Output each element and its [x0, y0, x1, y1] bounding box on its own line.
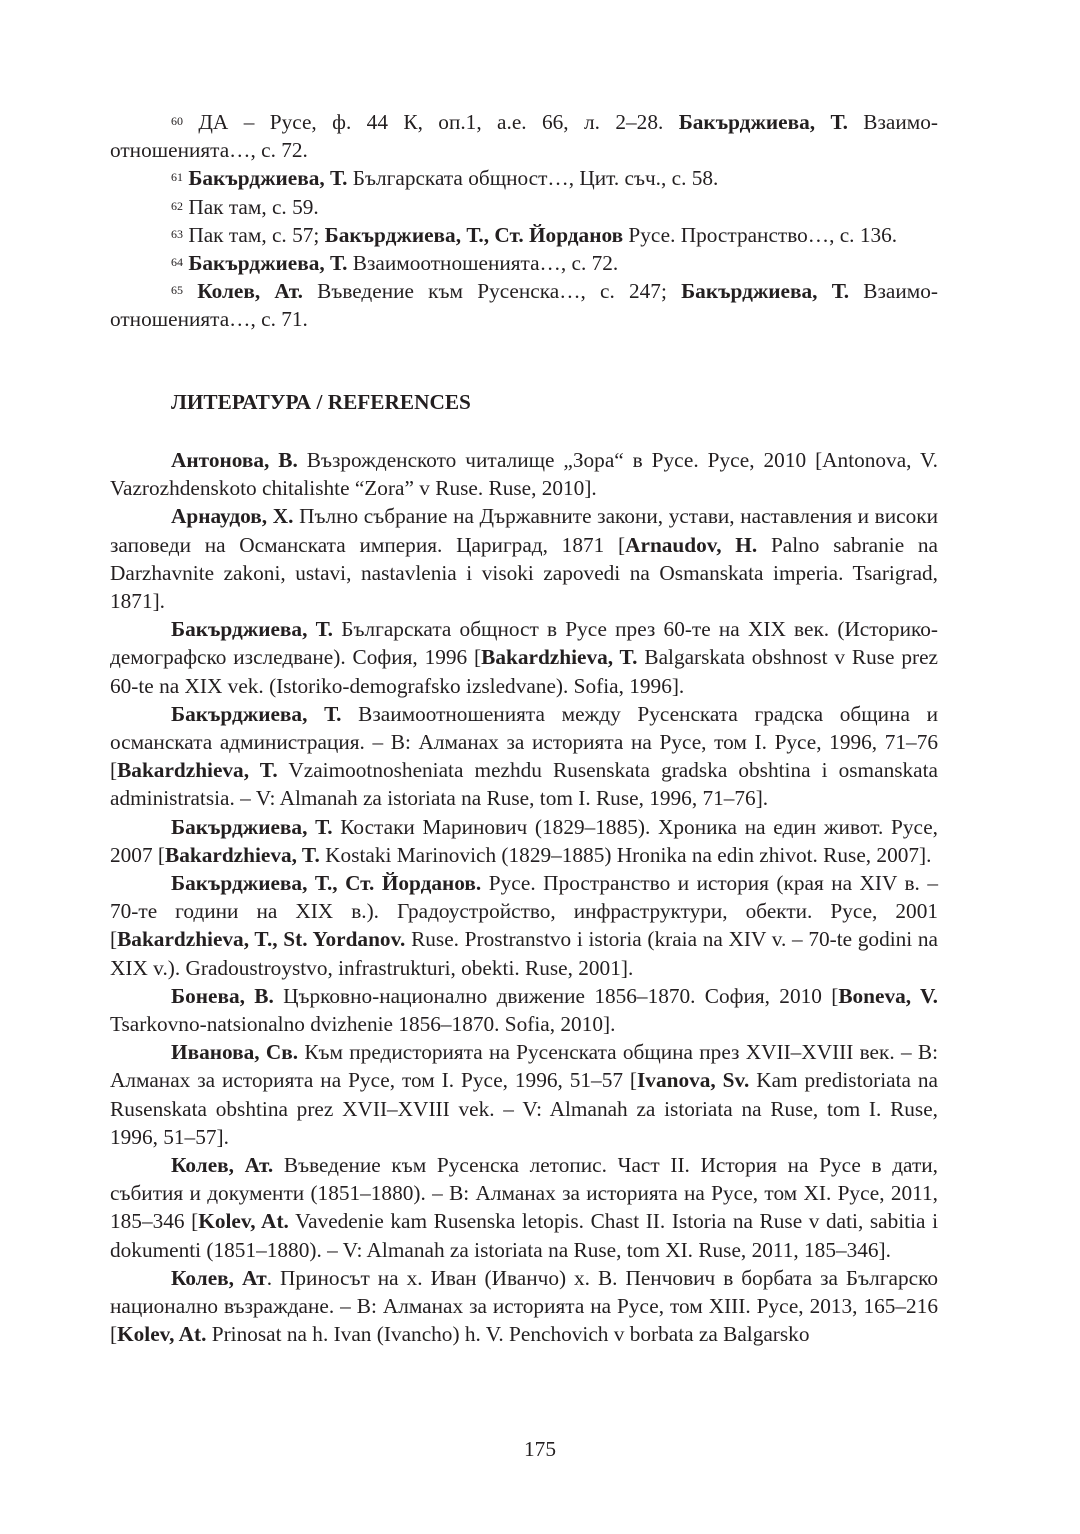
author-name: Колев, Ат. — [171, 1153, 274, 1178]
text-run: Пак там, с. 57; — [188, 222, 325, 247]
reference-entry — [110, 700, 938, 813]
author-name: Бонева, В. — [171, 983, 274, 1008]
footnote — [110, 221, 938, 249]
author-name: Бакърджиева, Т. — [171, 701, 342, 726]
text-run: ДА – Русе, ф. 44 К, оп.1, а.е. 66, л. 2–28. — [198, 110, 679, 134]
text-run: Balgarskata obshnost v Ruse prez 60-te na XIX vek. (Istoriko-demografsko izsledvane). Sofia, 1996]. — [110, 645, 938, 698]
text-run: Българската общност…, Цит. съч., с. 58. — [347, 166, 719, 191]
author-name: Бакърджиева, Т. — [188, 251, 348, 276]
author-name: Бакърджиева, Т. — [681, 279, 850, 304]
text-run: Пълно събрание на Държавните закони, устави, наставления и високи заповеди на Османската империя. Цариград, 1871 [ — [110, 504, 938, 557]
reference-entry — [110, 1038, 938, 1151]
footnote-number: 62 — [171, 198, 183, 213]
footnote — [110, 108, 938, 164]
reference-entry — [110, 502, 938, 615]
author-name: Bakardzhieva, T., St. Yordanov. — [117, 927, 406, 952]
text-run: Църковно-национално движение 1856–1870. София, 2010 [ — [273, 983, 839, 1008]
author-name: Бакърджиева, Т., Ст. Йорданов — [324, 222, 624, 247]
footnote — [110, 164, 938, 192]
text-run: Костаки Маринович (1829–1885). Хроника на един живот. Русе, 2007 [ — [110, 814, 938, 867]
text-run: Взаимоотношенията между Русенската градска община и османската администрация. – В: Алманах за историята на Русе, том I. Русе, 1996, 71–76 [ — [110, 701, 938, 783]
footnote-number: 64 — [171, 255, 183, 270]
author-name: Бакърджиева, Т. — [171, 617, 334, 642]
author-name: Колев, Ат. — [197, 279, 303, 304]
author-name: Bakardzhieva, T. — [117, 758, 278, 783]
author-name: Бакърджиева, Т. — [188, 166, 348, 191]
footnote-number: 65 — [171, 283, 183, 298]
text-run: Към предисторията на Русенската община през XVII–XVIII век. – В: Алманах за историята на Русе, том I. Русе, 1996, 51–57 [ — [110, 1040, 938, 1093]
footnotes-section — [110, 108, 938, 334]
author-name: Колев, Ат — [171, 1265, 267, 1290]
author-name: Arnaudov, H. — [625, 532, 758, 557]
text-run: Въведение към Русенска…, с. 247; — [302, 279, 682, 304]
author-name: Иванова, Св. — [171, 1040, 299, 1065]
text-run: Възрожденското читалище „Зора“ в Русе. Русе, 2010 [Antonova, V. Vazrozhdenskoto chitalishte “Zora” v Ruse. Ruse, 2010]. — [110, 448, 938, 501]
author-name: Бакърджиева, Т. — [678, 110, 848, 134]
footnote-number: 60 — [171, 114, 183, 128]
references-heading: ЛИТЕРАТУРА / REFERENCES — [171, 390, 471, 414]
author-name: Бакърджиева, Т. — [171, 814, 333, 839]
author-name: Bakardzhieva, T. — [481, 645, 638, 670]
text-run: . Приносът на х. Иван (Иванчо) х. В. Пенчович в борбата за Българско национално възраждане. – В: Алманах за историята на Русе, том XIII. Русе, 2013, 165–216 [ — [110, 1265, 938, 1347]
text-run: Русе. Пространство и история (края на XIV в. – 70-те години на XIX в.). Градоустройство, инфраструктури, обекти. Русе, 2001 [ — [110, 871, 938, 952]
reference-entry — [110, 982, 938, 1038]
author-name: Арнаудов, Х. — [171, 504, 294, 529]
text-run: Vavedenie kam Rusenska letopis. Chast II. Istoria na Ruse v dati, sabitia i dokumenti (1851–1880). – V: Almanah za istoriata na Ruse, tom XI. Ruse, 2011, 185–346]. — [110, 1209, 938, 1262]
author-name: Ivanova, Sv. — [637, 1068, 750, 1093]
author-name: Бакърджиева, Т., Ст. Йорданов. — [171, 871, 482, 896]
reference-entry — [110, 1264, 938, 1349]
author-name: Kolev, At. — [117, 1322, 207, 1347]
author-name: Антонова, В. — [171, 448, 298, 472]
author-name: Kolev, At. — [198, 1209, 289, 1234]
text-run: Взаимо-отношенията…, с. 71. — [110, 279, 938, 332]
text-run: Българската общност в Русе през 60-те на XIX век. (Историко-демографско изследване). София, 1996 [ — [110, 617, 938, 670]
reference-entry — [110, 446, 938, 502]
footnote — [110, 193, 938, 221]
text-run: Tsarkovno-natsionalno dvizhenie 1856–1870. Sofia, 2010]. — [110, 1012, 616, 1037]
footnote-number: 61 — [171, 170, 183, 185]
text-run: Пак там, с. 59. — [188, 194, 319, 219]
reference-entry — [110, 813, 938, 869]
page-number: 175 — [524, 1437, 556, 1461]
text-run: Взаимо-отношенията…, с. 72. — [110, 110, 938, 163]
reference-entry — [110, 869, 938, 982]
text-run: Ruse. Prostranstvo i istoria (kraia na XIV v. – 70-te godini na XIX v.). Gradoustroystvo, infrastrukturi, obekti. Ruse, 2001]. — [110, 927, 938, 980]
footnote — [110, 249, 938, 277]
text-run: Въведение към Русенска летопис. Част II. История на Русе в дати, събития и документи (1851–1880). – В: Алманах за историята на Русе, том XI. Русе, 2011, 185–346 [ — [110, 1153, 938, 1234]
reference-entry — [110, 1151, 938, 1264]
text-run: Vzaimootnosheniata mezhdu Rusenskata gradska obshtina i osmanskata administratsia. – V: Almanah za istoriata na Ruse, tom I. Ruse, 1996, 71–76]. — [110, 758, 938, 811]
text-run: Palno sabranie na Darzhavnite zakoni, ustavi, nastavlenia i visoki zapovedi na Osmanskata imperia. Tsarigrad, 1871]. — [110, 532, 938, 614]
text-run: Взаимоотношенията…, с. 72. — [347, 251, 619, 276]
footnote — [110, 277, 938, 333]
author-name: Boneva, V. — [838, 983, 938, 1008]
footnote-number: 63 — [171, 226, 183, 241]
reference-entry — [110, 615, 938, 700]
text-run: Kam predistoriata na Rusenskata obshtina prez XVII–XVIII vek. – V: Almanah za istoriata na Ruse, tom I. Ruse, 1996, 51–57]. — [110, 1068, 938, 1149]
references-list — [110, 446, 938, 1349]
author-name: Bakardzhieva, T. — [165, 842, 320, 867]
text-run: Русе. Пространство…, с. 136. — [623, 222, 898, 247]
text-run: Prinosat na h. Ivan (Ivancho) h. V. Penchovich v borbata za Balgarsko — [206, 1322, 810, 1347]
page-body — [110, 108, 938, 1347]
text-run: Kostaki Marinovich (1829–1885) Hronika na edin zhivot. Ruse, 2007]. — [319, 842, 932, 867]
